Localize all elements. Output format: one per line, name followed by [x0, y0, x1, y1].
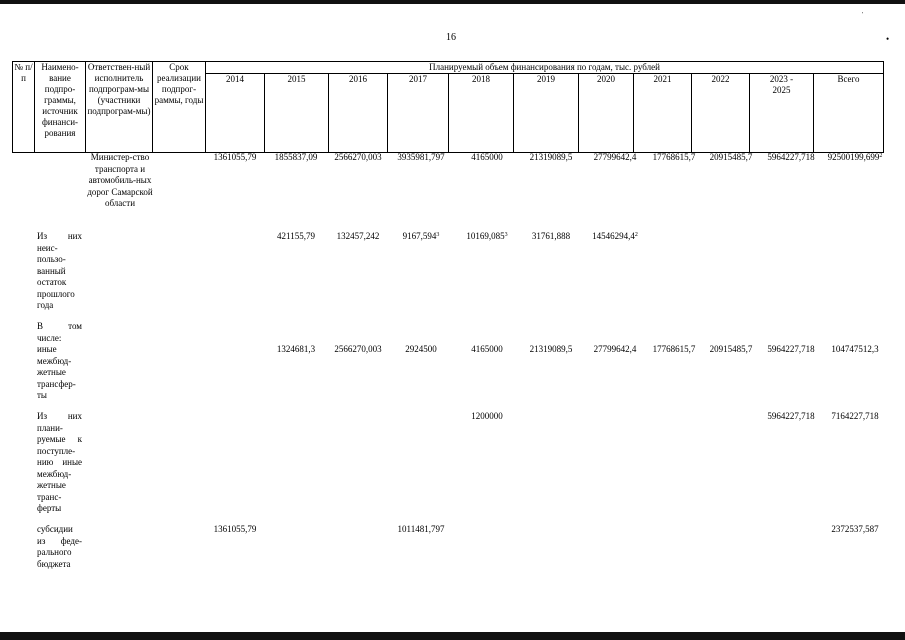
year-header: 2020 [579, 74, 634, 153]
year-header: 2017 [388, 74, 449, 153]
value-cell: 2372537,587 [831, 524, 879, 534]
col-term-header: Срок реализации подпрог-раммы, годы [153, 62, 206, 153]
bottom-border [0, 632, 905, 640]
col-name-header: Наимено-вание подпро-граммы, источник финанси-рования [35, 62, 86, 153]
value-cell: 9167,594$^3$ [402, 231, 440, 241]
value-cell: 31761,888 [531, 231, 571, 241]
scan-dot: ' [862, 12, 864, 18]
total-header: Всего [814, 74, 884, 153]
value-cell: 17768615,7 [652, 152, 696, 162]
value-cell: 5964227,718 [767, 411, 815, 421]
value-cell: 5964227,718 [767, 152, 815, 162]
value-cell: 1200000 [471, 411, 503, 421]
value-cell: 20915485,7 [709, 152, 753, 162]
value-cell: 4165000 [471, 152, 503, 162]
year-header: 2015 [265, 74, 329, 153]
value-cell: 21319089,5 [529, 344, 573, 354]
value-cell: 2924500 [405, 344, 437, 354]
value-cell: 1361055,79 [213, 152, 257, 162]
row-label-text: Из них плани-руемые к поступле-нию иные межбюд-жетные транс-ферты [37, 411, 82, 513]
row-label-text: Из них неис-пользо-ванный остаток прошлого года [37, 231, 82, 310]
year-header: 2023 - 2025 [750, 74, 814, 153]
value-cell: 421155,79 [277, 231, 315, 241]
footnote-mark: 2 [634, 232, 638, 238]
value-cell: 20915485,7 [709, 344, 753, 354]
value-cell: 21319089,5 [529, 152, 573, 162]
footnote-mark: 3 [436, 232, 440, 238]
row-label [37, 524, 82, 570]
year-header: 2016 [329, 74, 388, 153]
row-label [37, 411, 82, 515]
value-cell: 1855837,09 [274, 152, 318, 162]
value-cell: 1361055,79 [213, 524, 257, 534]
footnote-mark: 3 [504, 232, 508, 238]
col-responsible-header: Ответствен-ный исполнитель подпрограм-мы (участники подпрограм-мы) [86, 62, 153, 153]
row-label [37, 321, 82, 402]
value-cell: 3935981,797 [397, 152, 445, 162]
value-cell: 7164227,718 [831, 411, 879, 421]
value-cell: 2566270,003 [334, 344, 382, 354]
value-cell: 4165000 [471, 344, 503, 354]
value-cell: 17768615,7 [652, 344, 696, 354]
value-cell: 1324681,3 [276, 344, 316, 354]
year-header: 2022 [692, 74, 750, 153]
value-cell: 132457,242 [336, 231, 380, 241]
value-cell: 2566270,003 [334, 152, 382, 162]
row-label-text: В том числе: иные межбюд-жетные трансфер-ты [37, 321, 82, 400]
year-header: 2019 [514, 74, 579, 153]
value-cell: 27799642,4 [593, 344, 637, 354]
header-table [12, 61, 884, 153]
value-cell: 14546294,4$^2$ [592, 231, 638, 241]
responsible-ministry: Министер-ство транспорта и автомобиль-ных дорог Самарской области [87, 152, 153, 208]
value-cell: 10169,085$^3$ [466, 231, 508, 241]
top-border [0, 0, 905, 4]
row-label-text: субсидии из феде-рального бюджета [37, 524, 82, 569]
scan-dot: • [886, 34, 890, 44]
value-cell: 1011481,797 [397, 524, 445, 534]
value-cell: 5964227,718 [767, 344, 815, 354]
row-label [37, 231, 82, 312]
year-header: 2014 [206, 74, 265, 153]
col-plan-header: Планируемый объем финансирования по годам, тыс. рублей [206, 62, 884, 74]
year-header: 2018 [449, 74, 514, 153]
col-num-header: № п/п [13, 62, 35, 153]
page-number: 16 [446, 32, 456, 43]
footnote-mark: 2 [879, 153, 883, 159]
year-header: 2021 [634, 74, 692, 153]
value-cell: 92500199,699$^2$ [827, 152, 883, 162]
value-cell: 27799642,4 [593, 152, 637, 162]
value-cell: 104747512,3 [831, 344, 879, 354]
